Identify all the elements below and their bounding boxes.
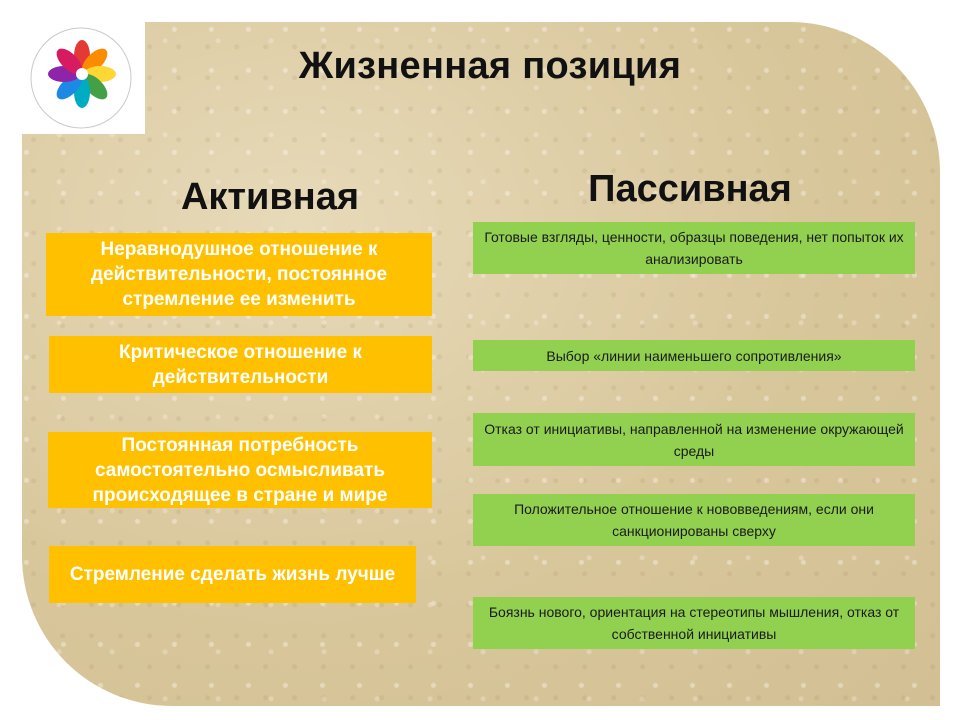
active-item: Критическое отношение к действительности	[49, 336, 432, 393]
passive-item: Выбор «линии наименьшего сопротивления»	[473, 340, 915, 371]
flower-logo-icon	[18, 18, 145, 134]
active-item: Неравнодушное отношение к действительности, постоянное стремление ее изменить	[46, 233, 432, 316]
active-heading: Активная	[180, 176, 360, 218]
page-title: Жизненная позиция	[298, 45, 682, 87]
passive-item: Боязнь нового, ориентация на стереотипы мышления, отказ от собственной инициативы	[473, 597, 915, 649]
logo-overlay	[18, 18, 145, 134]
passive-heading: Пассивная	[588, 168, 792, 210]
passive-item: Готовые взгляды, ценности, образцы поведения, нет попыток их анализировать	[473, 222, 915, 274]
passive-item: Положительное отношение к нововведениям, если они санкционированы сверху	[473, 494, 915, 546]
passive-item: Отказ от инициативы, направленной на изменение окружающей среды	[473, 413, 915, 466]
active-item: Постоянная потребность самостоятельно осмысливать происходящее в стране и мире	[48, 432, 432, 508]
active-item: Стремление сделать жизнь лучше	[49, 546, 416, 603]
